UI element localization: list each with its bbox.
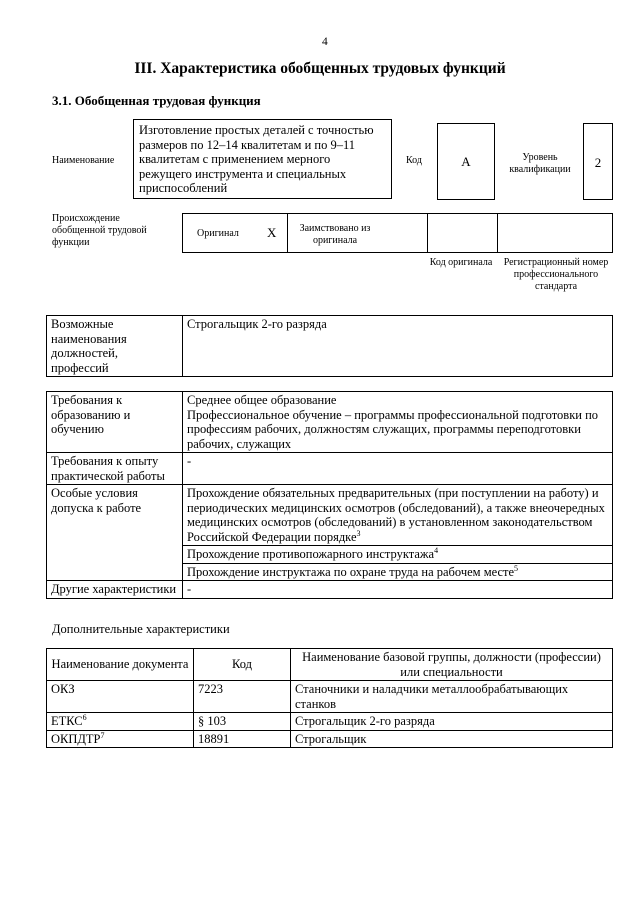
section-title: III. Характеристика обобщенных трудовых функций [134,60,506,77]
divider [497,214,498,252]
footnote-ref: 5 [514,563,519,573]
divider [287,214,288,252]
row-name: Станочники и наладчики металлообрабатывающих станков [291,681,613,713]
name-label: Наименование [52,155,115,166]
original-label: Оригинал [197,228,239,239]
positions-label: Возможные наименования должностей, профессий [47,316,183,377]
level-box [583,123,613,200]
row-code: 7223 [194,681,291,713]
experience-label: Требования к опыту практической работы [47,453,183,485]
level-label: Уровень квалификации [509,152,571,175]
col-doc-header: Наименование документа [47,649,194,681]
additional-title: Дополнительные характеристики [52,622,230,636]
origin-label: Происхождение обобщенной трудовой функции [52,213,147,248]
level-value: 2 [594,155,602,170]
code-original-caption: Код оригинала [429,257,493,268]
positions-table [46,315,613,377]
code-box [437,123,495,200]
page-number: 4 [322,36,328,48]
divider [427,214,428,252]
additional-table [46,648,613,748]
borrowed-label: Заимствовано из оригинала [299,223,371,246]
condition-1 [183,485,612,546]
condition-3-text: Прохождение инструктажа по охране труда на рабочем месте [187,564,515,579]
table-row [47,681,613,713]
education-line2: Профессиональное обучение – программы профессиональной подготовки по профессиям рабочих, должностям служащих, программы переподготовки рабочих, служащих [187,407,599,451]
doc-text: ОКЗ [51,682,75,696]
footnote-ref: 6 [82,712,87,722]
condition-2-text: Прохождение противопожарного инструктажа [187,547,435,561]
education-cell [183,392,613,453]
other-value: - [183,581,613,599]
reg-number-caption: Регистрационный номер профессионального стандарта [503,257,609,292]
code-label: Код [406,155,422,166]
condition-1-text: Прохождение обязательных предварительных (при поступлении на работу) и периодических медицинских осмотров (обследований), а также внеочередных медицинских осмотров (обследований) в установленном законодательством Российской Федерации порядке [187,486,605,544]
function-name-box [133,119,392,199]
code-value: А [461,154,471,169]
conditions-label: Особые условия допуска к работе [47,485,183,581]
table-row [47,730,613,748]
experience-value: - [183,453,613,485]
col-name-header: Наименование базовой группы, должности (профессии) или специальности [291,649,613,681]
education-line1: Среднее общее образование [187,393,337,407]
row-name: Строгальщик 2-го разряда [291,713,613,731]
subsection-title: 3.1. Обобщенная трудовая функция [52,93,261,108]
row-code: 18891 [194,730,291,748]
footnote-ref: 7 [100,730,105,740]
row-name: Строгальщик [291,730,613,748]
condition-3 [183,564,612,581]
education-label: Требования к образованию и обучению [47,392,183,453]
row-doc [47,730,194,748]
row-doc [47,681,194,713]
other-label: Другие характеристики [47,581,183,599]
origin-box [182,213,613,253]
condition-2 [183,546,612,564]
table-row [47,713,613,731]
footnote-ref: 3 [356,528,361,538]
function-name: Изготовление простых деталей с точностью размеров по 12–14 квалитетам и по 9–11 квалитетам с применением мерного режущего инструмента и специальных приспособлений [139,123,374,195]
doc-text: ЕТКС [51,714,83,728]
positions-value: Строгальщик 2-го разряда [183,316,613,377]
col-code-header: Код [194,649,291,681]
conditions-cell [183,485,613,581]
requirements-table [46,391,613,599]
row-doc [47,713,194,731]
row-code: § 103 [194,713,291,731]
original-mark: Х [267,225,277,240]
footnote-ref: 4 [434,545,439,555]
doc-text: ОКПДТР [51,731,101,746]
